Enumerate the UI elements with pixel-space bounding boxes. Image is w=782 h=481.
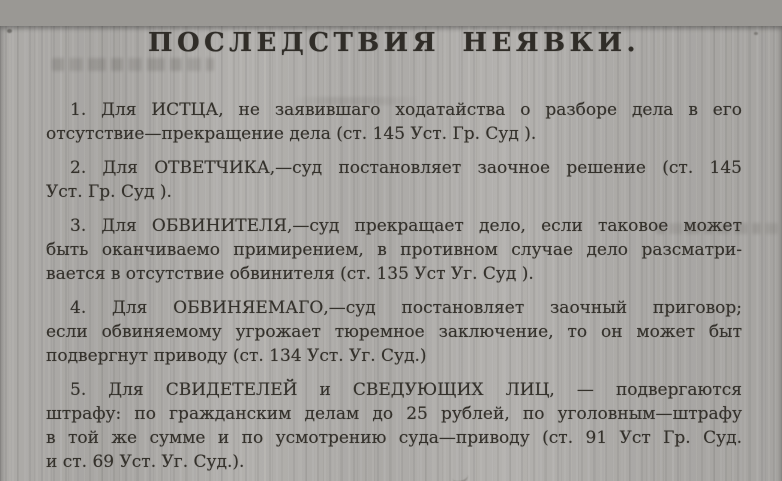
paragraph-line: быть оканчиваемо примирением, в противном случае дело разсматри-: [46, 240, 742, 260]
paragraph-line: и ст. 69 Уст. Уг. Суд.).: [46, 452, 245, 472]
scanned-document-page: [0, 26, 782, 481]
paragraph-line: 5. Для СВИДЕТЕЛЕЙ и СВЕДУЮЩИХ ЛИЦ, — подвергаются: [70, 380, 742, 400]
ink-speck: [7, 29, 12, 33]
paragraph-line: в той же сумме и по усмотрению суда—приводу (ст. 91 Уст Гр. Суд.: [46, 428, 742, 448]
paragraph-line: вается в отсутствие обвинителя (ст. 135 Уст Уг. Суд ).: [46, 264, 534, 284]
paragraph-line: 1. Для ИСТЦА, не заявившаго ходатайства о разборе дела в его: [70, 100, 742, 120]
paragraph-line: подвергнут приводу (ст. 134 Уст. Уг. Суд.): [46, 346, 427, 366]
paragraph-line: 4. Для ОБВИНЯЕМАГО,—суд постановляет заочный приговор;: [70, 298, 742, 318]
document-title: ПОСЛЕДСТВИЯ НЕЯВКИ.: [147, 28, 641, 58]
paragraph-4-accused: [46, 296, 742, 368]
paragraph-line: 3. Для ОБВИНИТЕЛЯ,—суд прекращает дело, если таковое может: [70, 216, 742, 236]
paragraph-3-prosecutor: [46, 214, 742, 286]
paragraph-1-plaintiff: [46, 98, 742, 146]
paragraph-line: 2. Для ОТВЕТЧИКА,—суд постановляет заочное решение (ст. 145: [70, 158, 742, 178]
paragraph-line: штрафу: по гражданским делам до 25 рублей, по уголовным—штрафу: [46, 404, 742, 424]
paragraph-line: если обвиняемому угрожает тюремное заключение, то он может быт: [46, 322, 742, 342]
paragraph-2-defendant: [46, 156, 742, 204]
paragraph-line: отсутствие—прекращение дела (ст. 145 Уст. Гр. Суд ).: [46, 124, 537, 144]
paragraph-line: Уст. Гр. Суд ).: [46, 182, 172, 202]
ink-speck: [754, 32, 758, 35]
paragraph-5-witnesses: [46, 378, 742, 474]
